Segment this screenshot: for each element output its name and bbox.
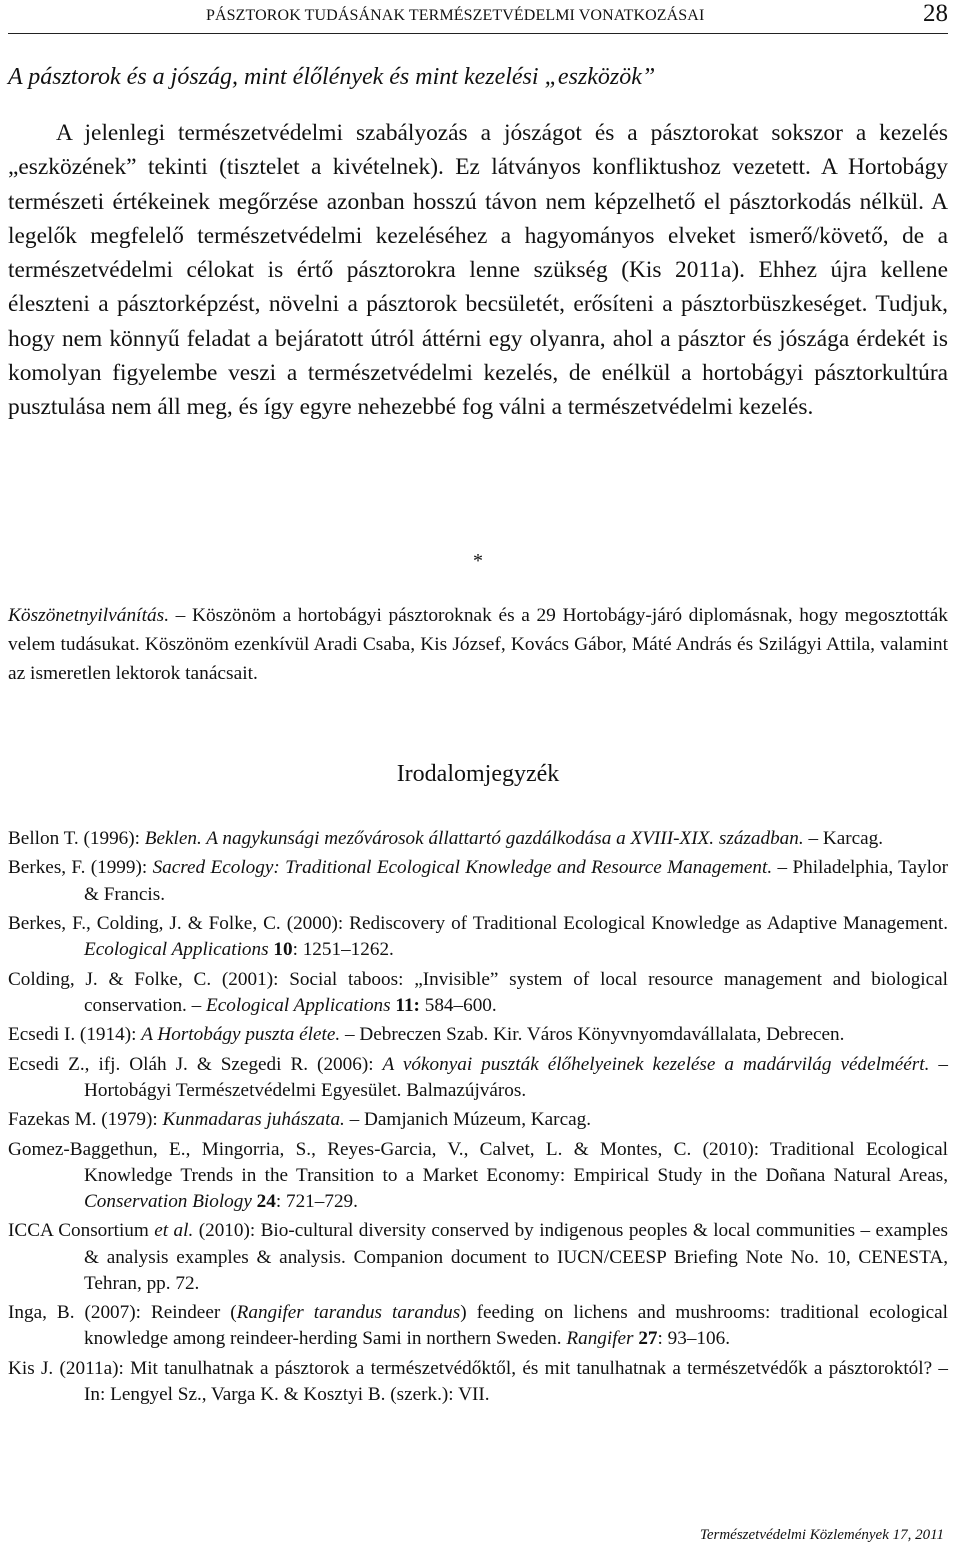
reference-text: Gomez-Baggethun, E., Mingorria, S., Reyes-Garcia, V., Calvet, L. & Montes, C. (2010): Traditional Ecological Knowledge Trends in the Transition to a Market Economy: Empirical Study in the Doñana Natural Areas,	[8, 1138, 948, 1186]
body-paragraph: A jelenlegi természetvédelmi szabályozás a jószágot és a pásztorokat sokszor a kezelés „eszközének” tekinti (tisztelet a kivételnek). Ez látványos konfliktushoz vezetett. A Hortobágy természeti értékeinek megőrzése azonban hosszú távon nem képzelhető el pásztorkodás nélkül. A legelők megfelelő természetvédelmi kezeléséhez a hagyományos elveket ismerő/követő, de a természetvédelmi célokat is értő pásztorokra lenne szükség (Kis 2011a). Ehhez újra kellene éleszteni a pásztorképzést, növelni a pásztorok becsületét, erősíteni a pásztorbüszkeséget. Tudjuk, hogy nem könnyű feladat a bejáratott útról áttérni egy olyanra, ahol a pásztor és jószága érdekét is komolyan figyelembe veszi a természetvédelmi kezelés, de enélkül a hortobágyi pásztorkultúra pusztulása nem áll meg, és így egyre nehezebbé fog válni a természetvédelmi kezelés.	[8, 120, 948, 421]
reference-italic-text: et al.	[154, 1220, 194, 1242]
reference-italic-text: Ecological Applications	[84, 939, 269, 961]
document-page	[8, 0, 948, 1556]
reference-bold-text: 24	[256, 1190, 276, 1212]
reference-text: Fazekas M. (1979):	[8, 1109, 163, 1131]
reference-italic-text: Rangifer	[566, 1328, 634, 1350]
reference-text: – Damjanich Múzeum, Karcag.	[344, 1109, 591, 1131]
reference-bold-text: 10	[273, 939, 293, 961]
reference-item	[8, 911, 948, 963]
reference-text: : 721–729.	[275, 1190, 358, 1212]
reference-text: Berkes, F., Colding, J. & Folke, C. (2000): Rediscovery of Traditional Ecological Knowledge as Adaptive Management.	[8, 912, 948, 934]
reference-text: ICCA Consortium	[8, 1220, 155, 1242]
reference-text: – Philadelphia, Taylor & Francis.	[84, 857, 948, 905]
reference-text: Ecsedi I. (1914):	[8, 1024, 142, 1046]
reference-text: Inga, B. (2007): Reindeer (	[8, 1302, 237, 1324]
reference-text: 584–600.	[419, 994, 497, 1016]
reference-text: Berkes, F. (1999):	[8, 857, 153, 879]
reference-italic-text: A vókonyai puszták élőhelyeinek kezelése a madárvilág védelméért.	[382, 1053, 930, 1075]
reference-italic-text: Beklen. A nagykunsági mezővárosok állattartó gazdálkodása a XVIII-XIX. században.	[144, 828, 804, 849]
section-heading: A pásztorok és a jószág, mint élőlények és mint kezelési „eszközök”	[8, 64, 656, 90]
acknowledgement	[8, 601, 948, 688]
reference-italic-text: Rangifer tarandus tarandus	[236, 1302, 461, 1324]
reference-item	[8, 1356, 948, 1408]
reference-text: – Hortobágyi Természetvédelmi Egyesület. Balmazújváros.	[84, 1053, 948, 1101]
page-number: 28	[923, 0, 948, 27]
running-footer: Természetvédelmi Közlemények 17, 2011	[699, 1527, 944, 1543]
reference-text: Colding, J. & Folke, C. (2001): Social taboos: „Invisible” system of local resource management and biological conservation. –	[8, 968, 948, 1016]
reference-text: – Karcag.	[803, 828, 884, 849]
reference-text: (2010): Bio-cultural diversity conserved by indigenous peoples & local communities – examples & analysis examples & analysis. Companion document to IUCN/CEESP Briefing Note No. 10, CENESTA, Tehran, pp. 72.	[84, 1220, 948, 1294]
reference-item	[8, 1022, 948, 1048]
running-header	[8, 0, 948, 34]
reference-italic-text: Ecological Applications	[206, 994, 391, 1016]
running-title: PÁSZTOROK TUDÁSÁNAK TERMÉSZETVÉDELMI VONATKOZÁSAI	[206, 7, 705, 24]
reference-italic-text: Conservation Biology	[84, 1190, 252, 1212]
reference-item	[8, 1137, 948, 1216]
reference-bold-text: 27	[638, 1328, 658, 1350]
reference-text: : 93–106.	[657, 1328, 731, 1350]
reference-italic-text: A Hortobágy puszta élete.	[141, 1024, 341, 1046]
acknowledgement-text: – Köszönöm a hortobágyi pásztoroknak és a 29 Hortobágy-járó diplomásnak, hogy megosztották velem tudásukat. Köszönöm ezenkívül Aradi Csaba, Kis József, Kovács Gábor, Máté András és Szilágyi Attila, valamint az ismeretlen lektorok tanácsait.	[8, 605, 948, 684]
reference-item	[8, 826, 948, 852]
reference-text: : 1251–1262.	[292, 939, 394, 961]
reference-list	[8, 826, 948, 1411]
reference-item	[8, 1107, 948, 1133]
section-separator: *	[473, 550, 483, 572]
reference-item	[8, 1218, 948, 1297]
reference-text: Bellon T. (1996):	[8, 828, 145, 849]
reference-item	[8, 855, 948, 907]
reference-bold-text: 11:	[395, 994, 420, 1016]
reference-italic-text: Kunmadaras juhászata.	[162, 1109, 345, 1131]
reference-item	[8, 1300, 948, 1352]
reference-item	[8, 967, 948, 1019]
reference-italic-text: Sacred Ecology: Traditional Ecological Knowledge and Resource Management.	[152, 857, 773, 879]
references-heading: Irodalomjegyzék	[396, 761, 560, 787]
reference-text: Kis J. (2011a): Mit tanulhatnak a pásztorok a természetvédőktől, és mit tanulhatnak a természetvédők a pásztoroktól? – In: Lengyel Sz., Varga K. & Kosztyi B. (szerk.): VII.	[8, 1357, 948, 1405]
acknowledgement-label: Köszönetnyilvánítás.	[8, 605, 170, 626]
reference-item	[8, 1052, 948, 1104]
reference-text: – Debreczen Szab. Kir. Város Könyvnyomdavállalata, Debrecen.	[340, 1024, 845, 1046]
reference-text: ) feeding on lichens and mushrooms: traditional ecological knowledge among reindeer-herding Sami in northern Sweden.	[84, 1302, 948, 1350]
reference-text: Ecsedi Z., ifj. Oláh J. & Szegedi R. (2006):	[8, 1053, 383, 1075]
